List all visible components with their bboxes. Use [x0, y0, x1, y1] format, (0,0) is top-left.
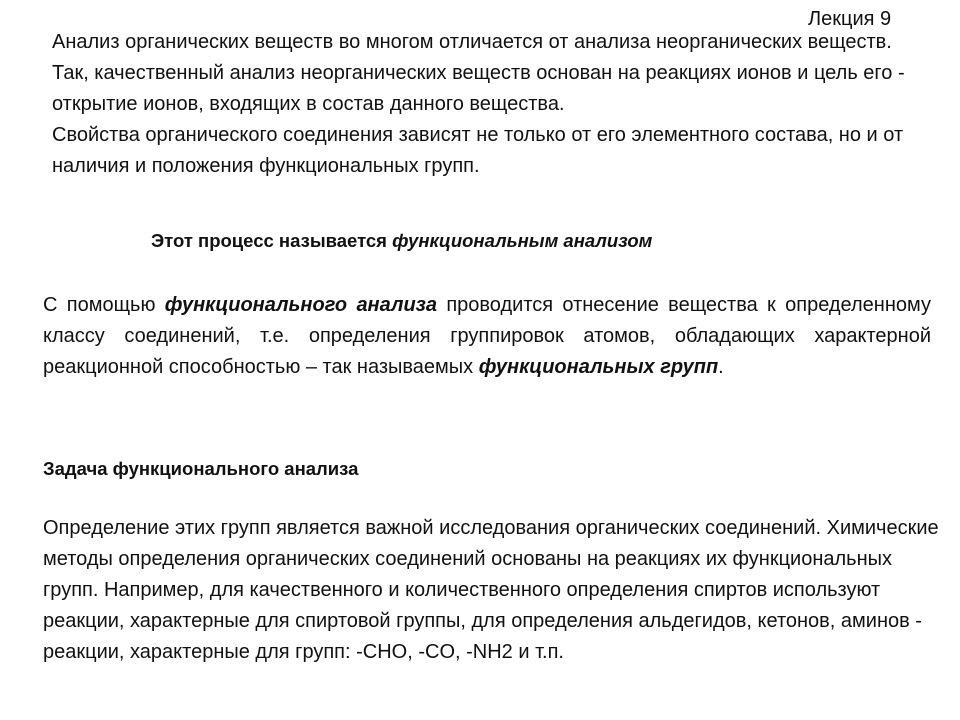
- definition-term-2: функциональных групп: [478, 356, 719, 378]
- intro-paragraph-3: Свойства органического соединения зависят не только от его элементного состава, но и от наличия и положения функциональных групп.: [52, 124, 904, 177]
- definition-part-3: .: [718, 356, 724, 378]
- process-heading: [151, 228, 652, 254]
- definition-part-2: проводится отнесение вещества к определенному классу соединений, т.е. определения группировок атомов, обладающих характерной реакционной способностью – так называемых: [43, 294, 931, 378]
- definition-term-1: функционального анализа: [164, 294, 437, 316]
- intro-text: [52, 27, 932, 182]
- definition-paragraph: [43, 290, 931, 383]
- intro-paragraph-2: Так, качественный анализ неорганических веществ основан на реакциях ионов и цель его - открытие ионов, входящих в состав данного вещества.: [52, 62, 905, 115]
- intro-paragraph-1: Анализ органических веществ во многом отличается от анализа неорганических веществ.: [52, 31, 892, 53]
- process-heading-term: функциональным анализом: [392, 230, 653, 251]
- task-heading: Задача функционального анализа: [43, 458, 359, 479]
- lecture-number: Лекция 9: [808, 8, 892, 30]
- process-heading-prefix: Этот процесс называется: [151, 230, 393, 251]
- definition-part-1: С помощью: [43, 294, 165, 316]
- task-body: Определение этих групп является важной исследования органических соединений. Химические методы определения органических соединений основаны на реакциях их функциональных групп. Например, для качественного и количественного определения спиртов используют реакции, характерные для спиртовой группы, для определения альдегидов, кетонов, аминов - реакции, характерные для групп: -CHO, -CO, -NH2 и т.п.: [43, 517, 939, 663]
